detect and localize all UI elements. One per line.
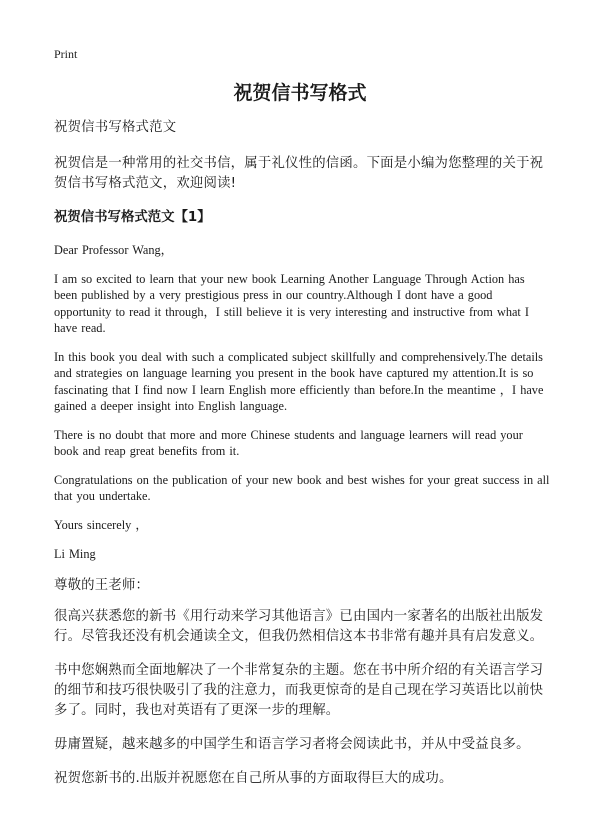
chinese-salutation: 尊敬的王老师： bbox=[54, 577, 150, 593]
english-paragraph-4: Congratulations on the publication of your new book and best wishes for your great success in all that you undertake. bbox=[54, 472, 550, 503]
chinese-paragraph-1: 很高兴获悉您的新书《用行动来学习其他语言》已由国内一家著名的出版社出版发行。尽管我还没有机会通读全文，但我仍然相信这本书非常有趣并具有启发意义。 bbox=[54, 608, 544, 644]
chinese-paragraph-4: 祝贺您新书的.出版并祝愿您在自己所从事的方面取得巨大的成功。 bbox=[54, 770, 453, 786]
chinese-paragraph-2: 书中您娴熟而全面地解决了一个非常复杂的主题。您在书中所介绍的有关语言学习的细节和技巧很快吸引了我的注意力，而我更惊奇的是自己现在学习英语比以前快多了。同时，我也对英语有了更深一步的理解。 bbox=[54, 662, 544, 718]
english-signature: Li Ming bbox=[54, 547, 96, 561]
section-heading: 祝贺信书写格式范文【1】 bbox=[54, 210, 211, 225]
intro-paragraph: 祝贺信是一种常用的社交书信，属于礼仪性的信函。下面是小编为您整理的关于祝贺信书写格式范文，欢迎阅读! bbox=[54, 156, 544, 191]
english-closing: Yours sincerely ， bbox=[54, 517, 148, 532]
document-body bbox=[54, 118, 550, 803]
print-link[interactable]: Print bbox=[54, 47, 78, 61]
english-paragraph-3: There is no doubt that more and more Chinese students and language learners will read your book and reap great benefits from it. bbox=[54, 427, 523, 458]
english-paragraph-1: I am so excited to learn that your new book Learning Another Language Through Action has been published by a very prestigious press in our country.Although I dont have a good opportunity to read it through，I still believe it is very interesting and instructive from what I have read. bbox=[54, 271, 530, 335]
english-paragraph-2: In this book you deal with such a complicated subject skillfully and comprehensively.The details and strategies on language learning you present in the book have captured my attention.It is so fascinating that I find now I learn English more efficiently than before.In the meantime ，I have gained a deeper insight into English language. bbox=[54, 349, 544, 413]
subtitle: 祝贺信书写格式范文 bbox=[54, 120, 177, 135]
page-title: 祝贺信书写格式 bbox=[233, 82, 367, 104]
chinese-paragraph-3: 毋庸置疑，越来越多的中国学生和语言学习者将会阅读此书，并从中受益良多。 bbox=[54, 736, 530, 752]
english-salutation: Dear Professor Wang， bbox=[54, 243, 173, 257]
